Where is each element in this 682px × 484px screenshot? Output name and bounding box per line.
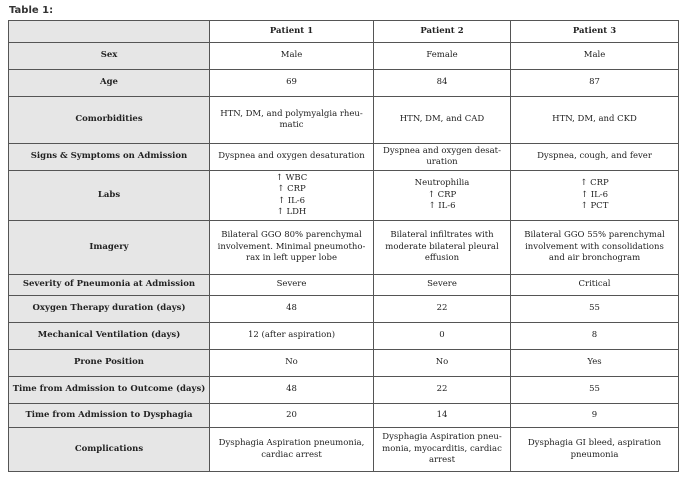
cell-line: and air bronchogram <box>548 253 641 264</box>
cell-line: HTN, DM, and polymyalgia rheu- <box>220 108 363 119</box>
cell-patient-3 <box>511 97 679 144</box>
cell-patient-2 <box>374 97 511 144</box>
header-patient-3: Patient 3 <box>511 21 679 43</box>
row-label: Comorbidities <box>9 97 210 144</box>
cell-line: Bilateral GGO 80% parenchymal <box>221 230 362 241</box>
cell-line: ↑ IL-6 <box>580 189 609 200</box>
cell-patient-1 <box>210 428 374 472</box>
cell-line: Female <box>426 50 458 61</box>
table-row <box>9 221 679 275</box>
cell-line: 14 <box>436 409 448 420</box>
cell-line: 48 <box>286 303 297 314</box>
row-label: Oxygen Therapy duration (days) <box>9 296 210 323</box>
cell-line: ↑ WBC <box>275 172 308 183</box>
cell-patient-3 <box>511 404 679 428</box>
table-row <box>9 144 679 171</box>
cell-line: ↑ IL-6 <box>428 201 456 212</box>
table-row <box>9 296 679 323</box>
cell-line: pneumonia <box>570 449 619 460</box>
cell-line: Dyspnea, cough, and fever <box>537 151 652 162</box>
table-row <box>9 275 679 296</box>
cell-line: uration <box>426 157 458 167</box>
header-corner <box>9 21 210 43</box>
cell-line: ↑ LDH <box>276 207 307 217</box>
table-row <box>9 404 679 428</box>
row-label: Time from Admission to Outcome (days) <box>9 377 210 404</box>
row-label: Severity of Pneumonia at Admission <box>9 275 210 296</box>
cell-patient-3 <box>511 221 679 275</box>
table-body <box>9 43 679 472</box>
cell-line: No <box>435 357 449 368</box>
cell-line: involvement with consolidations <box>525 241 664 252</box>
cell-line: 48 <box>286 384 297 395</box>
cell-line: monia, myocarditis, cardiac <box>382 443 502 454</box>
cell-line: ↑ CRP <box>427 189 457 200</box>
cell-line: ↑ CRP <box>277 184 306 194</box>
cell-patient-3 <box>511 296 679 323</box>
cell-line: Severe <box>427 279 457 290</box>
cell-patient-3 <box>511 171 679 221</box>
cell-patient-2 <box>374 377 511 404</box>
patient-table <box>8 20 679 472</box>
table-row <box>9 323 679 350</box>
cell-patient-1 <box>210 171 374 221</box>
cell-patient-1 <box>210 323 374 350</box>
row-label: Imagery <box>9 221 210 275</box>
row-label: Sex <box>9 43 210 70</box>
cell-patient-2 <box>374 144 511 171</box>
table-row <box>9 377 679 404</box>
cell-patient-2 <box>374 275 511 296</box>
row-label: Prone Position <box>9 350 210 377</box>
cell-patient-2 <box>374 296 511 323</box>
cell-line: 22 <box>436 384 448 395</box>
cell-patient-2 <box>374 350 511 377</box>
cell-line: ↑ CRP <box>580 178 609 189</box>
cell-patient-3 <box>511 144 679 171</box>
row-label: Complications <box>9 428 210 472</box>
cell-line: HTN, DM, and CKD <box>552 114 637 125</box>
cell-line: 69 <box>286 77 297 88</box>
cell-line: 9 <box>591 409 598 420</box>
cell-line: 12 (after aspiration) <box>247 330 336 341</box>
cell-patient-3 <box>511 350 679 377</box>
cell-patient-2 <box>374 70 511 97</box>
cell-line: Dysphagia Aspiration pneu- <box>382 432 502 443</box>
cell-patient-1 <box>210 221 374 275</box>
cell-line: 20 <box>286 409 297 420</box>
cell-line: Neutrophilia <box>414 178 470 189</box>
cell-patient-3 <box>511 70 679 97</box>
cell-patient-2 <box>374 323 511 350</box>
cell-line: Bilateral infiltrates with <box>390 230 494 241</box>
cell-line: arrest <box>428 455 455 466</box>
cell-patient-1 <box>210 296 374 323</box>
cell-line: Dysphagia Aspiration pneumonia, <box>218 438 365 448</box>
row-label: Time from Admission to Dysphagia <box>9 404 210 428</box>
table-caption: Table 1: <box>9 5 54 16</box>
cell-line: 0 <box>439 330 445 341</box>
cell-line: 87 <box>589 77 600 88</box>
cell-line: cardiac arrest <box>261 449 322 460</box>
row-label: Age <box>9 70 210 97</box>
cell-line: 8 <box>591 330 598 341</box>
cell-line: HTN, DM, and CAD <box>399 114 485 125</box>
table-row <box>9 428 679 472</box>
table-row <box>9 43 679 70</box>
header-row <box>9 21 679 43</box>
cell-patient-2 <box>374 221 511 275</box>
table-row <box>9 350 679 377</box>
cell-line: Severe <box>276 279 307 290</box>
cell-line: 22 <box>436 303 448 314</box>
cell-line: Male <box>280 50 303 61</box>
cell-line: 84 <box>436 77 448 88</box>
header-patient-2: Patient 2 <box>374 21 511 43</box>
cell-line: Male <box>583 50 606 61</box>
cell-patient-3 <box>511 323 679 350</box>
cell-patient-2 <box>374 171 511 221</box>
cell-patient-1 <box>210 275 374 296</box>
row-label: Mechanical Ventilation (days) <box>9 323 210 350</box>
cell-patient-1 <box>210 43 374 70</box>
cell-line: rax in left upper lobe <box>246 253 337 264</box>
cell-line: moderate bilateral pleural <box>385 241 499 252</box>
cell-line: ↑ IL-6 <box>277 195 306 206</box>
row-label: Signs & Symptoms on Admission <box>9 144 210 171</box>
header-patient-1: Patient 1 <box>210 21 374 43</box>
cell-patient-1 <box>210 350 374 377</box>
cell-patient-1 <box>210 70 374 97</box>
cell-line: Dysphagia GI bleed, aspiration <box>527 438 662 448</box>
table-row <box>9 97 679 144</box>
cell-patient-3 <box>511 428 679 472</box>
cell-line: Yes <box>587 357 602 368</box>
cell-line: No <box>285 357 298 368</box>
cell-line: involvement. Minimal pneumotho- <box>217 241 366 252</box>
cell-patient-2 <box>374 428 511 472</box>
cell-line: 55 <box>589 303 600 314</box>
cell-line: Dyspnea and oxygen desaturation <box>218 151 365 162</box>
cell-line: Bilateral GGO 55% parenchymal <box>524 230 665 241</box>
cell-line: Critical <box>578 279 611 290</box>
table-row <box>9 70 679 97</box>
cell-patient-2 <box>374 404 511 428</box>
cell-line: effusion <box>424 253 460 264</box>
cell-line: 55 <box>589 384 600 395</box>
cell-patient-3 <box>511 43 679 70</box>
cell-patient-2 <box>374 43 511 70</box>
cell-patient-1 <box>210 97 374 144</box>
cell-patient-1 <box>210 377 374 404</box>
table-row <box>9 171 679 221</box>
cell-patient-1 <box>210 144 374 171</box>
cell-line: matic <box>279 120 304 130</box>
cell-line: ↑ PCT <box>580 201 609 212</box>
cell-patient-3 <box>511 275 679 296</box>
row-label: Labs <box>9 171 210 221</box>
cell-patient-3 <box>511 377 679 404</box>
cell-line: Dyspnea and oxygen desat- <box>383 145 501 156</box>
cell-patient-1 <box>210 404 374 428</box>
